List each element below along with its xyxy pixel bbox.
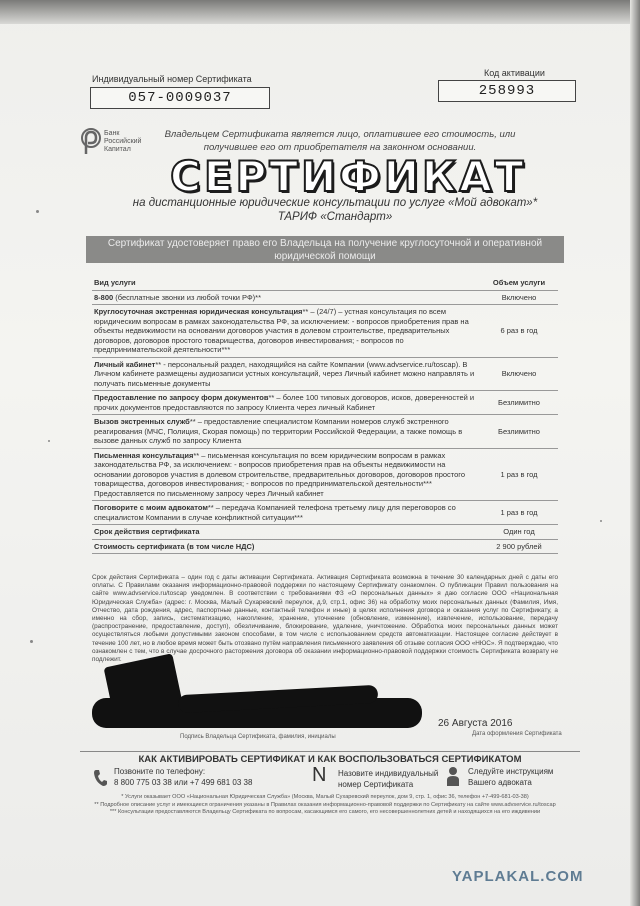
- service-name: Срок действия сертификата: [94, 527, 200, 536]
- scan-speck: [36, 210, 39, 213]
- service-volume: 6 раз в год: [480, 305, 558, 358]
- owner-note: Владельцем Сертификата является лицо, оплатившее его стоимость, или получившее его от приобретателя на законном основании.: [164, 129, 516, 153]
- footnotes: [92, 794, 558, 817]
- lawyer-instruction-line1: Следуйте инструкциям: [468, 767, 554, 776]
- fine-print: Срок действия Сертификата – один год с даты активации Сертификата. Активация Сертификата возможна в течение 30 календарных дней с даты его оплаты. С Правилами оказания информационно-правовой поддержки по настоящему Сертификату ознакомлен. О публикации Правил пользования на сайте www.advservice.ru/toscap уведомлен. В соответствии с требованиями ФЗ «О персональных данных» я даю согласие ООО «Национальная Юридическая Служба» (адрес: г. Москва, Малый Сухаревский переулок, д.9, стр.1, офис 36) на обработку моих персональных данных (Фамилия, Имя, Отчество, дата рождения, адрес, паспортные данные, контактный телефон и иные) в целях исполнения договора и оказания услуг по Сертификату, а именно на сбор, запись, систематизацию, накопление, хранение, уточнение (обновление, изменение), извлечение, использование, передачу (распространение, предоставление, доступ), обезличивание, блокирование, удаление, уничтожение. Обработка моих персональных данных может осуществляться любыми допустимыми законом способами, в том числе с использованием средств автоматизации. Настоящее согласие действует в течение 100 лет, но в любое время может быть отозвано путём направления письменного заявления об отзыве согласия ООО «НЮС». Я подтверждаю, что ознакомлен с тем, что в случае досрочного расторжения договора об оказании информационно-правовой поддержки стоимость Сертификата возврату не подлежит.: [92, 574, 558, 664]
- service-name: Личный кабинет: [94, 359, 156, 369]
- footnote: * Услуги оказывает ООО «Национальная Юридическая Служба» (Москва, Малый Сухаревский переулок, дом 9, стр. 1, офис 36, телефон +7-499-681-03-38): [121, 794, 529, 800]
- service-name: Поговорите с моим адвокатом: [94, 503, 208, 512]
- service-text: (бесплатные звонки из любой точки РФ)**: [113, 292, 262, 302]
- cert-number-instruction-line1: Назовите индивидуальный: [338, 769, 439, 778]
- service-volume: 1 раз в год: [480, 501, 558, 525]
- cert-number-instruction: [338, 768, 438, 790]
- service-volume: Один год: [480, 525, 558, 540]
- service-volume: Безлимитно: [480, 415, 558, 449]
- table-row: [92, 415, 558, 449]
- service-name: Стоимость сертификата (в том числе НДС): [94, 541, 255, 551]
- bank-logo-icon: [80, 128, 102, 156]
- footnote: *** Консультации предоставляются Владельцу Сертификата по вопросам, касающимся его самого, его несовершеннолетних детей и находящихся на его иждивении: [109, 809, 541, 816]
- lawyer-instruction-line2: Вашего адвоката: [468, 778, 532, 787]
- number-sign-icon: N: [312, 764, 327, 786]
- service-name: Письменная консультация: [94, 450, 194, 460]
- phone-label: Позвоните по телефону:: [114, 767, 206, 776]
- bank-logo-text: Банк Российский Капитал: [104, 130, 142, 153]
- service-text: ** – передача Компанией телефона третьему лицу для переговоров со специалистом Компании в случае конфликтной ситуации***: [94, 503, 456, 522]
- phone-or: или: [174, 778, 188, 787]
- scan-speck: [48, 440, 50, 442]
- service-volume: 1 раз в год: [480, 448, 558, 501]
- service-volume: Включено: [480, 357, 558, 391]
- footnote: ** Подробное описание услуг и имеющиеся ограничения указаны в Правилах оказания информационно-правовой поддержки по Сертификату на сайте www.advservice.ru/toscap: [94, 801, 556, 808]
- scan-speck: [600, 520, 602, 522]
- certificate-title: СЕРТИФИКАТ: [170, 152, 527, 201]
- service-text: ** – более 100 типовых договоров, исков, доверенностей и прочих документов предоставляются по запросу Клиента через личный Кабинет: [94, 393, 475, 412]
- phone-icon: [92, 768, 108, 788]
- table-row: [92, 357, 558, 391]
- service-name: Круглосуточная экстренная юридическая консультация: [94, 307, 303, 316]
- service-volume: Безлимитно: [480, 391, 558, 415]
- service-text: ** – (24/7) – устная консультация по всем юридическим вопросам в рамках законодательства РФ, за исключением: - вопросов приобретения прав на объекты недвижимости на основании договоров участия в долевом строительстве, предварительных договоров, договоров простого товарищества, договоров инвестирования; - вопросов по предпринимательской деятельности***: [94, 307, 469, 354]
- table-row: [92, 305, 558, 358]
- subtitle: на дистанционные юридические консультации по услуге «Мой адвокат»*: [132, 197, 538, 209]
- cert-number-instruction-line2: номер Сертификата: [338, 780, 414, 789]
- service-text: ** - персональный раздел, находящийся на сайте Компании (www.advservice.ru/toscap). В Личном кабинете размещены аудиозаписи устных консультаций, через Личный кабинет можно направлять и получать письменные документы: [94, 359, 475, 388]
- service-text: ** – письменная консультация по всем юридическим вопросам в рамках законодательства РФ, за исключением: - вопросов приобретения прав на объекты недвижимости на основании договоров участия в долевом строительстве, предварительных договоров, договоров простого товарищества, договоров инвестирования; - вопросов по предпринимательской деятельности*** Предоставляется по письменному запросу через Личный кабинет: [94, 450, 466, 498]
- person-icon: [446, 766, 460, 786]
- service-name: Предоставление по запросу форм документов: [94, 393, 269, 402]
- table-row: [92, 290, 558, 305]
- service-name: 8-800: [94, 292, 114, 302]
- phone-line: [114, 777, 252, 788]
- service-name: Вызов экстренных служб: [94, 417, 190, 426]
- scan-top-edge: [0, 0, 640, 24]
- phone-block: [114, 766, 252, 788]
- scan-right-edge: [630, 0, 640, 906]
- individual-number-field: 057-0009037: [90, 87, 270, 109]
- signature-caption: Подпись Владельца Сертификата, фамилия, инициалы: [180, 734, 336, 740]
- table-row: [92, 539, 558, 554]
- howto-title: КАК АКТИВИРОВАТЬ СЕРТИФИКАТ И КАК ВОСПОЛЬЗОВАТЬСЯ СЕРТИФИКАТОМ: [80, 751, 580, 765]
- tariff: ТАРИФ «Стандарт»: [277, 211, 393, 223]
- phone-number-1[interactable]: 8 800 775 03 38: [114, 778, 172, 787]
- issue-date-caption: Дата оформления Сертификата: [472, 731, 562, 737]
- site-watermark: YAPLAKAL.COM: [452, 868, 584, 885]
- table-row: [92, 501, 558, 525]
- activation-code-label: Код активации: [484, 68, 545, 78]
- service-volume: 2 900 рублей: [480, 539, 558, 554]
- col-service-type: Вид услуги: [92, 276, 480, 290]
- services-table: [92, 276, 558, 554]
- subtitle-block: [100, 196, 570, 224]
- service-text: ** – предоставление специалистом Компании номеров служб экстренного реагирования (МЧС, Полиция, Скорая помощь) по территории Российской Федерации, а также помощь в вызове данных служб по запросу Клиента: [94, 417, 463, 445]
- rights-banner: Сертификат удостоверяет право его Владельца на получение круглосуточной и оперативной юридической помощи: [86, 236, 564, 263]
- table-header-row: [92, 276, 558, 290]
- lawyer-instruction: [468, 766, 553, 788]
- table-row: [92, 448, 558, 501]
- col-volume: Объем услуги: [480, 276, 558, 290]
- individual-number-label: Индивидуальный номер Сертификата: [92, 74, 252, 84]
- activation-code-field: 258993: [438, 80, 576, 102]
- phone-number-2[interactable]: +7 499 681 03 38: [189, 778, 253, 787]
- service-volume: Включено: [480, 290, 558, 305]
- table-row: [92, 391, 558, 415]
- table-row: [92, 525, 558, 540]
- issue-date: 26 Августа 2016: [438, 718, 513, 729]
- scan-speck: [30, 640, 33, 643]
